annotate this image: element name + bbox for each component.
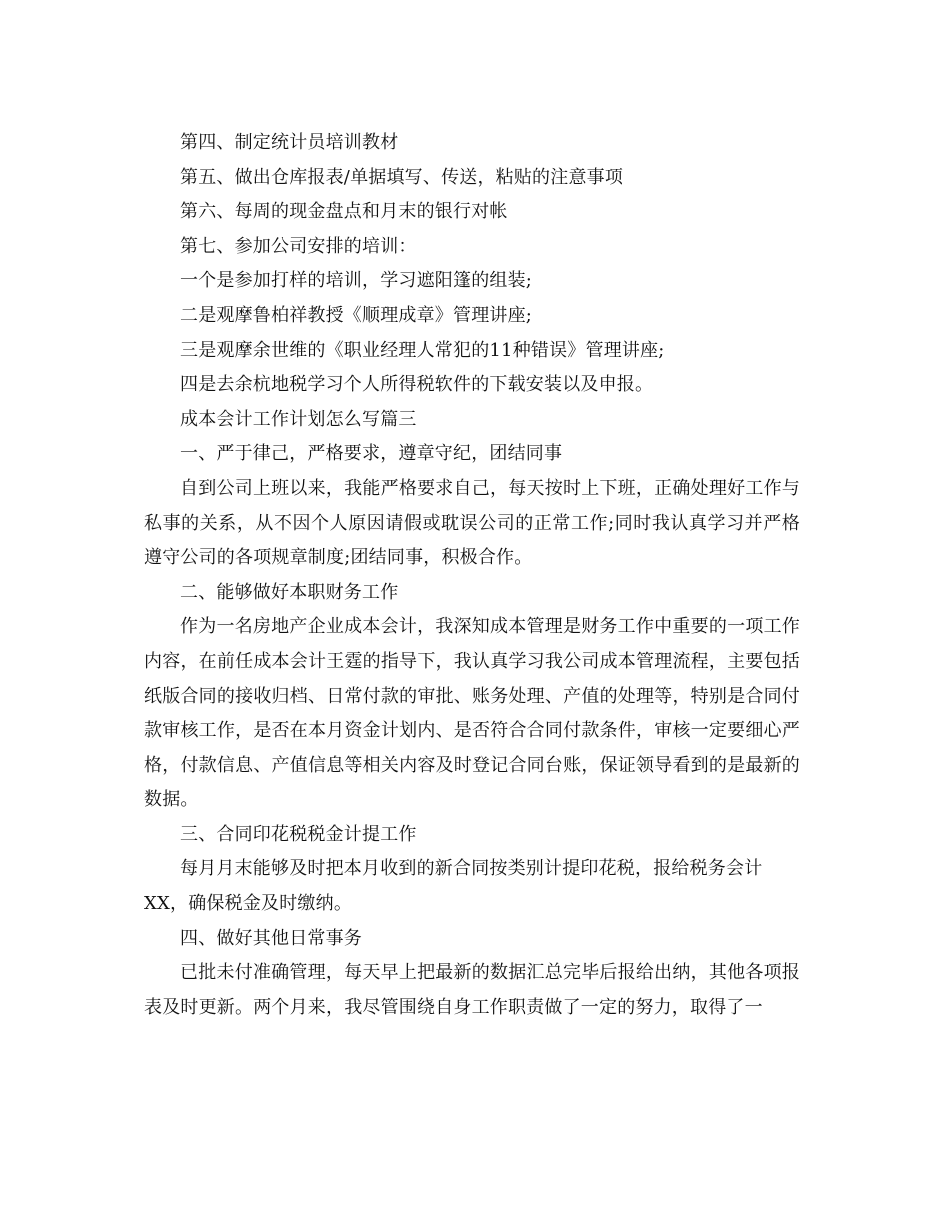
section-title: 成本会计工作计划怎么写篇三: [180, 408, 417, 430]
paragraph-4: 已批未付准确管理，每天早上把最新的数据汇总完毕后报给出纳，其他各项报表及时更新。两个月来，我尽管围绕自身工作职责做了一定的努力，取得了一: [144, 962, 800, 1018]
heading-4: 四、做好其他日常事务: [180, 927, 362, 949]
heading-1: 一、严于律己，严格要求，遵章守纪，团结同事: [180, 443, 563, 465]
list-item-4: 第四、制定统计员培训教材: [180, 132, 399, 153]
heading-3: 三、合同印花税税金计提工作: [180, 823, 417, 845]
paragraph-3-line-2: XX，确保税金及时缴纳。: [144, 893, 353, 915]
list-item-6: 第六、每周的现金盘点和月末的银行对帐: [180, 201, 508, 223]
list-item-7: 第七、参加公司安排的培训：: [180, 235, 417, 257]
training-item-2: 二是观摩鲁柏祥教授《顺理成章》管理讲座;: [180, 304, 533, 326]
paragraph-1: 自到公司上班以来，我能严格要求自己，每天按时上下班，正确处理好工作与私事的关系，从不因个人原因请假或耽误公司的正常工作;同时我认真学习并严格遵守公司的各项规章制度;团结同事，积极合作。: [144, 477, 800, 569]
training-item-3: 三是观摩余世维的《职业经理人常犯的11种错误》管理讲座;: [180, 339, 665, 361]
training-item-4: 四是去余杭地税学习个人所得税软件的下载安装以及申报。: [180, 374, 654, 396]
list-item-5: 第五、做出仓库报表/单据填写、传送，粘贴的注意事项: [180, 166, 624, 188]
heading-2: 二、能够做好本职财务工作: [180, 581, 399, 603]
document-body: [144, 126, 800, 1025]
paragraph-2: 作为一名房地产企业成本会计，我深知成本管理是财务工作中重要的一项工作内容，在前任成本会计王霆的指导下，我认真学习我公司成本管理流程，主要包括纸版合同的接收归档、日常付款的审批、账务处理、产值的处理等，特别是合同付款审核工作，是否在本月资金计划内、是否符合合同付款条件，审核一定要细心严格，付款信息、产值信息等相关内容及时登记合同台账，保证领导看到的是最新的数据。: [144, 616, 800, 811]
paragraph-3-line-1: 每月月末能够及时把本月收到的新合同按类别计提印花税，报给税务会计: [180, 858, 763, 880]
training-item-1: 一个是参加打样的培训，学习遮阳篷的组装;: [180, 270, 533, 292]
